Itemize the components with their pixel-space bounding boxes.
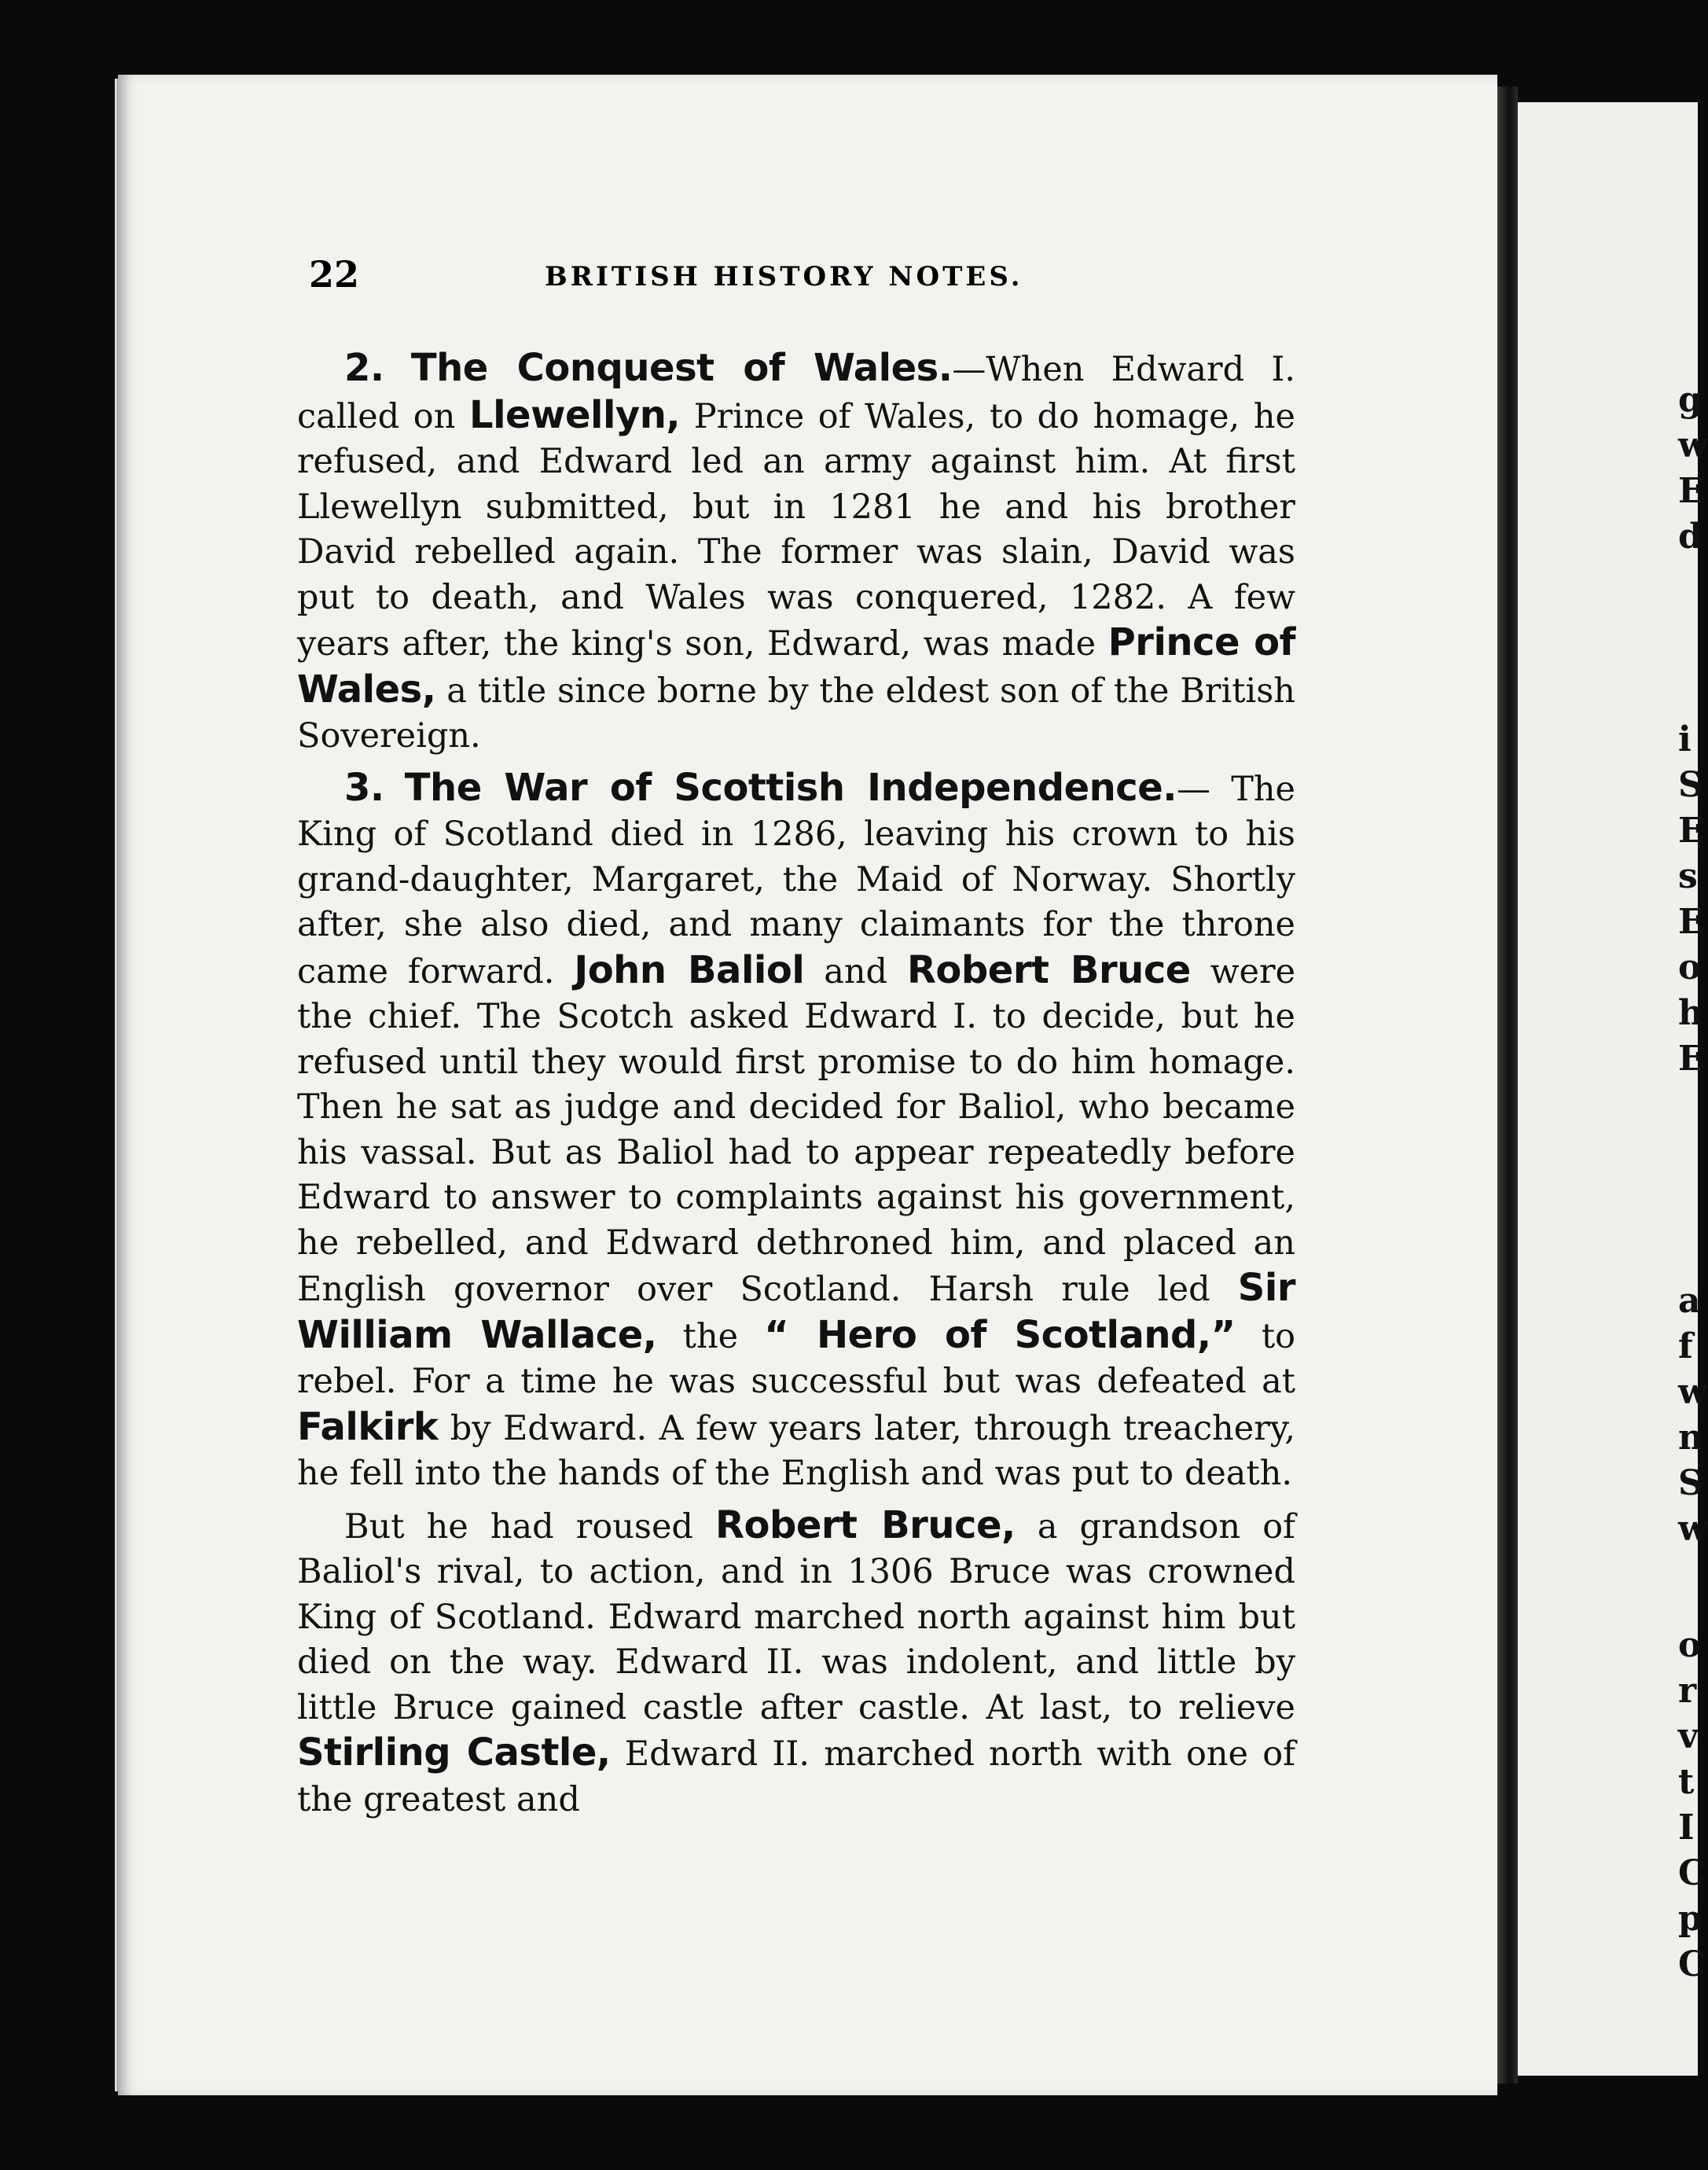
edge-letter: i <box>1678 719 1691 760</box>
body-text <box>297 346 1295 1829</box>
edge-letter: C <box>1678 1944 1706 1984</box>
emphasis-name: Stirling Castle, <box>297 1730 611 1775</box>
section-title: The War of Scottish Independence. <box>404 765 1177 810</box>
edge-letter: C <box>1678 1853 1706 1893</box>
edge-letter: E <box>1678 811 1705 851</box>
edge-letter: S <box>1678 765 1703 805</box>
section-scotland <box>297 766 1295 1497</box>
edge-letter: E <box>1678 471 1705 511</box>
text-run: and <box>804 951 907 991</box>
edge-letter: w <box>1678 1509 1708 1549</box>
page-header <box>309 253 1299 308</box>
dash: — <box>952 350 986 389</box>
right-page-edge-text <box>1678 377 1708 1988</box>
edge-letter: h <box>1678 993 1703 1033</box>
edge-letter: o <box>1678 1625 1702 1665</box>
text-run: a grandson of Baliol's rival, to action, and in 1306 Bruce was crowned King of Scotland. Edward marched north against him but died on the way. Edward II. was indolent, and little by little Bruce gained castle after castle. At last, to relieve <box>297 1506 1295 1727</box>
edge-letter: w <box>1678 425 1708 465</box>
text-run: the <box>656 1316 765 1356</box>
emphasis-name: Sir William Wallace, <box>297 1266 1295 1357</box>
section-wales <box>297 346 1295 760</box>
text-run: a title since borne by the eldest son of the British Sovereign. <box>297 671 1295 756</box>
edge-letter: g <box>1678 380 1702 420</box>
emphasis-name: “ Hero of Scotland,” <box>764 1312 1236 1357</box>
edge-letter: w <box>1678 1372 1708 1412</box>
text-run: by Edward. A few years later, through treachery, he fell into the hands of the English and was put to death. <box>297 1408 1295 1493</box>
edge-letter: s <box>1678 856 1698 896</box>
emphasis-name: Robert Bruce <box>906 947 1191 992</box>
paragraph-bruce <box>297 1503 1295 1823</box>
right-page <box>1518 102 1698 2076</box>
text-run: Edward II. marched north with one of the greatest and <box>297 1734 1295 1819</box>
edge-letter: S <box>1678 1463 1703 1503</box>
edge-letter: a <box>1678 1281 1701 1321</box>
edge-letter: d <box>1678 517 1702 557</box>
emphasis-name: John Baliol <box>574 947 805 992</box>
edge-letter: p <box>1678 1899 1702 1939</box>
running-head: BRITISH HISTORY NOTES. <box>545 261 1023 292</box>
edge-letter: I <box>1678 1808 1695 1848</box>
dash: — <box>1177 769 1211 809</box>
text-run: were the chief. The Scotch asked Edward I. to decide, but he refused until they would first promise to do him homage. Then he sat as judge and decided for Baliol, who became his vassal. But as Baliol had to appear repeatedly before Edward to answer to complaints against his government, he rebelled, and Edward dethroned him, and placed an English governor over Scotland. Harsh rule led <box>297 951 1296 1309</box>
section-number: 2. <box>344 346 384 390</box>
edge-letter: n <box>1678 1418 1703 1458</box>
text-run: But he had roused <box>344 1506 716 1547</box>
edge-letter: v <box>1678 1716 1699 1756</box>
emphasis-name: Llewellyn, <box>469 392 681 437</box>
text-run: The King of Scotland died in 1286, leaving his crown to his grand-daughter, Margaret, the Maid of Norway. Shortly after, she also died, and many claimants for the throne came forward. <box>297 769 1296 991</box>
text-run: Prince of Wales, to do homage, he refused, and Edward led an army against him. At first Llewellyn submitted, but in 1281 he and his brother David rebelled again. The former was slain, David was put to death, and Wales was conquered, 1282. A few years after, the king's son, Edward, was made <box>297 396 1295 664</box>
section-title: The Conquest of Wales. <box>410 346 953 390</box>
edge-letter: E <box>1678 902 1705 942</box>
emphasis-name: Prince of Wales, <box>297 620 1295 712</box>
emphasis-name: Robert Bruce, <box>715 1502 1016 1547</box>
emphasis-name: Falkirk <box>297 1404 439 1449</box>
edge-letter: r <box>1678 1671 1697 1711</box>
book-gutter <box>1497 86 1518 2084</box>
edge-letter: f <box>1678 1326 1693 1366</box>
edge-letter: o <box>1678 947 1702 988</box>
text-run: to rebel. For a time he was successful but was defeated at <box>297 1316 1295 1401</box>
page-number: 22 <box>309 253 360 296</box>
edge-letter: t <box>1678 1762 1695 1802</box>
section-number: 3. <box>344 765 384 810</box>
edge-letter: E <box>1678 1039 1705 1079</box>
text-run: When Edward I. called on <box>297 350 1295 436</box>
